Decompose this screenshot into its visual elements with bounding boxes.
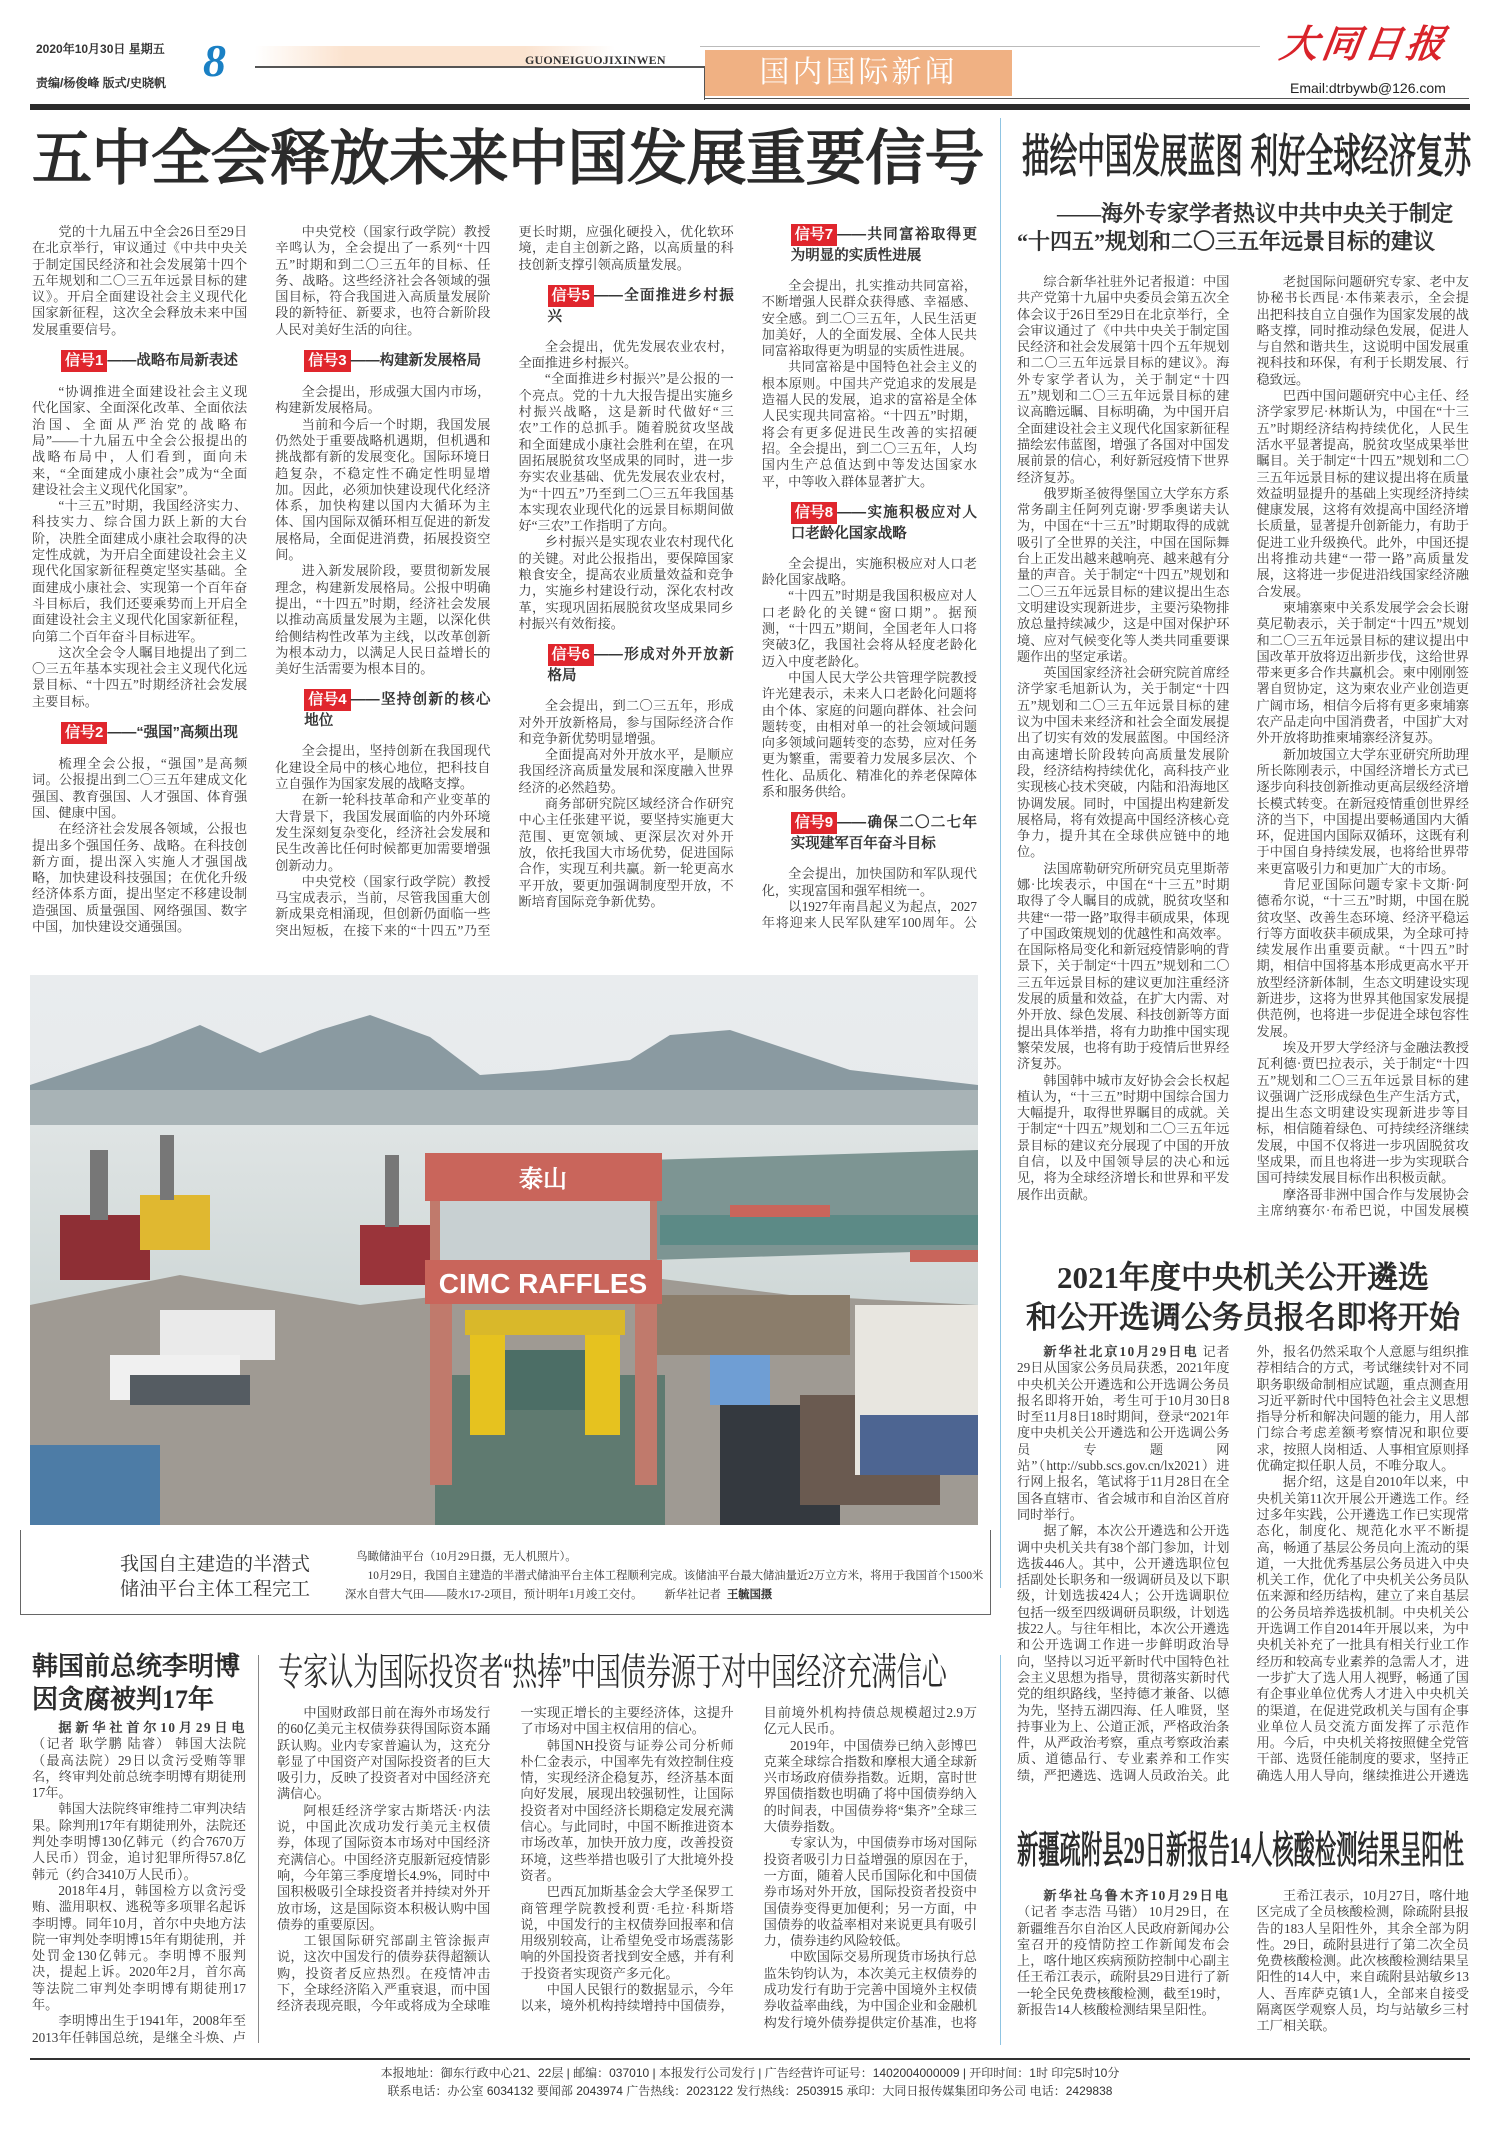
signal-badge: 信号6 [548,644,594,666]
paragraph: 韩国韩中城市友好协会会长权起植认为，“十三五”时期中国综合国力大幅提升，取得世界瞩目的成就。关于制定“十四五”规划和二〇三五年远景目标的建议充分展现了中国的开放自信，以及中国领导层的决心和远见，将为全球经济增长和世界和平发展作出贡献。 [1017,1072,1230,1202]
paragraph: 进入新发展阶段，要贯彻新发展理念，构建新发展格局。公报中明确提出，“十四五”时期，经济社会发展以推动高质量发展为主题，以深化供给侧结构性改革为主线，以改革创新为根本动力，以满足人民日益增长的美好生活需要为根本目的。 [275,563,491,677]
paragraph: “十三五”时期，我国经济实力、科技实力、综合国力跃上新的大台阶，决胜全面建成小康社会取得的决定性成就，为开启全面建设社会主义现代化国家新征程奠定坚实基础。全面建成小康社会、实现第一个百年奋斗目标后，我们还要乘势而上开启全面建设社会主义现代化国家新征程，向第二个百年奋斗目标进军。 [32,498,248,644]
section-title: 国内国际新闻 [705,50,1012,96]
paragraph: 巴西中国问题研究中心主任、经济学家罗尼·林斯认为，中国在“十三五”时期经济结构持续优化，人民生活水平显著提高，脱贫攻坚成果举世瞩目。关于制定“十四五”规划和二〇三五年远景目标的建议提出将在质量效益明显提升的基础上实现经济持续健康发展，这将有效提高中国经济增长质量，显著提升创新能力，有助于促进工业升级换代。此外，中国还提出将推动共建“一带一路”高质量发展，这将进一步促进沿线国家经济融合发展。 [1256,388,1469,599]
credit-name: 王毓国摄 [726,1589,773,1601]
newspaper-logo: 大同日报 [1277,24,1451,66]
paragraph-text: 记者29日从国家公务员局获悉，2021年度中央机关公开遴选和公开选调公务员报名即将开始，考生可于10月30日8时至11月8日18时期间，登录“2021年度中央机关公开遴选和公开选调公务员专题网站”（http://subb.scs.gov.cn/lx2021）进行网上报名，笔试将于11月28日在全国各直辖市、省会城市和自治区首府同时举行。 [1017,1344,1230,1522]
subtitle-line: “十四五”规划和二〇三五年远景目标的建议 [1017,229,1436,254]
dateline: 据新华社首尔10月29日电 [58,1720,246,1735]
signal-title: ——形成对外开放新格局 [547,647,734,685]
lead-paragraph [32,1720,246,1801]
headline-line: 因贪腐被判17年 [32,1685,215,1714]
signal-title: ——战略布局新表述 [107,353,238,370]
paragraph: 王希江表示，10月27日，喀什地区完成了全员核酸检测，除疏附县报告的183人呈阳性外，其余全部为阴性。29日，疏附县进行了第二次全员免费核酸检测。此次核酸检测结果呈阳性的14人中，来自疏附县站敏乡13人、吾库萨克镇1人，全部来自接受隔离医学观察人员，均与站敏乡三村工厂相关联。 [1256,1888,1469,2034]
city-skyline [30,1090,978,1130]
crane-sign-cimc: CIMC RAFFLES [438,1268,648,1299]
paragraph: 这次全会令人瞩目地提出了到二〇三五年基本实现社会主义现代化远景目标、“十四五”时期经济社会发展主要目标。 [32,644,248,709]
paragraph: “全面推进乡村振兴”是公报的一个亮点。党的十九大报告提出实施乡村振兴战略，这是新时代做好“三农”工作的总抓手。随着脱贫攻坚战和全面建成小康社会胜利在望，在巩固拓展脱贫攻坚成果的同时，进一步夯实农业基础、优先发展农业农村，为“十四五”乃至到二〇三五年我国基本实现农业现代化的远景目标期间做好“三农”工作指明了方向。 [518,371,734,534]
paragraph: 巴西瓦加斯基金会大学圣保罗工商管理学院教授利贾·毛拉·科斯塔说，中国发行的主权债券回报率和信用级别较高，让希望免受市场震荡影响的外国投资者找到安全感，并有利于投资者实现资产多元化。 [520,1884,734,1981]
signal-title: ——坚持创新的核心地位 [304,692,491,730]
paragraph: 全会提出，到二〇三五年，形成对外开放新格局，参与国际经济合作和竞争新优势明显增强。 [518,698,734,746]
caption-line [345,1567,985,1605]
caption-title-line: 储油平台主体工程完工 [120,1579,311,1600]
page-number: 8 [203,35,226,86]
paragraph-text: （记者 耿学鹏 陆睿） 韩国大法院（最高法院）29日以贪污受贿等罪名，终审判处前总统李明博有期徒刑17年。 [32,1736,246,1801]
paragraph: 据介绍，这是自2010年以来，中央机关第11次开展公开遴选工作。经过多年实践，公开遴选工作已实现常态化，制度化、规范化水平不断提高，畅通了基层公务员向上流动的渠道，一大批优秀基层公务员进入中央机关工作，优化了中央机关公务员队伍来源和经历结构，建立了来自基层的公务员培养选拔机制。中央机关公开选调工作自2014年开展以来，为中央机关补充了一批具有相关行业工作经历和较高专业素养的急需人才，进一步扩大了选人用人视野，畅通了国有企事业单位优秀人才进入中央机关的渠道，在促进党政机关与国有企事业单位人员交流方面发挥了示范作用。今后，中央机关将按照健全党管干部、选贤任能制度的要求，坚持正确选人用人导向，继续推进公开遴选 [1256,1474,1469,1783]
footer-line: 本报地址：御东行政中心21、22层 | 邮编：037010 | 本报发行公司发行 | 广告经营许可证号：1402004000009 | 开印时间：1时 印完5时10分 [380,2066,1120,2080]
secondary-crane [730,1205,830,1217]
signal-badge: 信号2 [61,722,107,744]
paragraph: 全会提出，形成强大国内市场，构建新发展格局。 [275,384,491,416]
headline-line: 韩国前总统李明博 [32,1652,241,1681]
paragraph: 老挝国际问题研究专家、老中友协秘书长西昆·本伟莱表示，全会提出把科技自立自强作为国家发展的战略支撑，同时推动绿色发展，促进人与自然和谐共生，这说明中国发展重视科技和环保，有利于长期发展、行稳致远。 [1256,274,1469,387]
signal-badge: 信号7 [791,224,837,246]
xinjiang-article-body [1017,1888,1469,2048]
paragraph: 全会提出，优先发展农业农村，全面推进乡村振兴。 [518,338,734,371]
signal-subhead [275,350,490,372]
signal-badge: 信号9 [791,812,837,834]
paragraph: 李明博出生于1941年，2008年至2013年任韩国总统，是继全斗焕、卢 [32,2013,246,2045]
signal-title: ——“强国”高频出现 [107,725,238,742]
header-rule [30,104,1470,110]
xinjiang-headline: 新疆疏附县29日新报告14人核酸检测结果呈阳性 [1017,1830,1464,1872]
lead-paragraph [1017,1888,1230,2018]
signal-subhead [32,350,247,372]
dateline: 新华社乌鲁木齐10月29日电 [1043,1888,1230,1903]
paragraph: 全会提出，坚持创新在我国现代化建设全局中的核心地位，把科技自立自强作为国家发展的战略支撑。 [275,743,491,792]
header-divider [704,98,1469,99]
paragraph: 党的十九届五中全会26日至29日在北京举行，审议通过《中共中央关于制定国民经济和社会发展第十四个五年规划和二〇三五年远景目标的建议》。开启全面建设社会主义现代化国家新征程，这次全会释放未来中国发展重要信号。 [32,224,248,337]
paragraph: 商务部研究院区域经济合作研究中心主任张建平说，要坚持实施更大范围、更宽领域、更深层次对外开放，依托我国大市场优势，促进国际合作，实现互利共赢。新一轮更高水平开放，要更加强调制度型开放，不断培育国际竞争新优势。 [518,796,734,909]
signal-badge: 信号4 [304,689,350,711]
signal-title: ——实施积极应对人口老龄化国家战略 [790,504,977,542]
korea-article-body [32,1720,246,2045]
paragraph: 工银国际研究部副主管涂振声说，这次中国发行的债券获得超额认购，投资者反应热烈。在疫情冲击下，全球经济陷入严重衰退，而中国经济表现亮眼，今年或将成为全球唯一实现正增长的主要经济体，这提升了市场对中国主权信用的信心。 [277,1705,734,2014]
paragraph: 综合新华社驻外记者报道：中国共产党第十九届中央委员会第五次全体会议于26日至29日在北京举行，全会审议通过了《中共中央关于制定国民经济和社会发展第十四个五年规划和二〇三五年远景目标的建议》。海外专家学者认为，关于制定“十四五”规划和二〇三五年远景目标的建议高瞻远瞩、目标明确，为中国开启全面建设社会主义现代化国家新征程描绘宏伟蓝图，增强了各国对中国发展前景的信心，利好新冠疫情下世界经济复苏。 [1017,274,1230,485]
signal-title: ——构建新发展格局 [350,353,482,370]
shipyard-photo [30,975,978,1525]
paragraph-text: （记者 李志浩 马锴） 10月29日，在新疆维吾尔自治区人民政府新闻办公室召开的疫情防控工作新闻发布会上，喀什地区疾病预防控制中心副主任王希江表示，疏附县29日进行了新一轮全民免费核酸检测，截至19时，新报告14人核酸检测结果呈阳性。 [1017,1904,1230,2018]
paragraph: 在经济社会发展各领域，公报也提出多个强国任务、战略。在科技创新方面，提出深入实施人才强国战略，加快建设科技强国；在优化升级经济体系方面，提出坚定不移建设制造强国、质量强国、网络强国、数字中国，加快建设交通强国。 [32,821,248,934]
civil-service-headline [1017,1258,1469,1338]
signal-subhead [275,689,490,731]
paragraph: 新加坡国立大学东亚研究所助理所长陈刚表示，中国经济增长方式已逐步向科技创新推动更高层级经济增长模式转变。在新冠疫情重创世界经济的当下，中国提出要畅通国内大循环，促进国内国际双循环，这既有利于中国自身持续发展，也将给世界带来更富吸引力和更加广大的市场。 [1256,746,1469,876]
paragraph: 中央党校（国家行政学院）教授马宝成表示，当前，尽管我国重大创新成果竞相涌现，但创新仍面临一些突出短板，在接下来的“十四五”乃至更长时期，应强化硬投入，优化软环境，走自主创新之路，以高质量的科技创新支撑引领高质量发展。 [275,224,734,938]
photo-credit [664,1589,772,1601]
footer-line: 联系电话：办公室 6034132 要闻部 2043974 广告热线：2023122 发行热线：2503915 承印：大同日报传媒集团印务公司 电话：2429838 [387,2084,1113,2098]
section-pinyin: GUONEIGUOJIXINWEN [525,53,666,67]
editors: 责编/杨俊峰 版式/史晓帆 [36,76,167,90]
paragraph: 乡村振兴是实现农业农村现代化的关键。对此公报指出，要保障国家粮食安全，提高农业质量效益和竞争力，实施乡村建设行动，深化农村改革，实现巩固拓展脱贫攻坚成果同乡村振兴有效衔接。 [518,534,734,631]
caption-title-line: 我国自主建造的半潜式 [120,1554,311,1575]
lead-paragraph [1017,1344,1230,1523]
paragraph: 共同富裕是中国特色社会主义的根本原则。中国共产党追求的发展是造福人民的发展，追求的富裕是全体人民实现共同富裕。“十四五”时期，将会有更多促进民生改善的实招硬招。全会提出，到二〇三五年，人均国内生产总值达到中等发达国家水平，中等收入群体显著扩大。 [761,359,977,489]
paragraph: 全会提出，加快国防和军队现代化，实现富国和强军相统一。 [761,866,977,898]
paragraph: “十四五”时期是我国积极应对人口老龄化的关键“窗口期”。据预测，“十四五”期间，全国老年人口将突破3亿，我国社会将从轻度老龄化迈入中度老龄化。 [761,588,977,669]
overseas-subtitle [1017,200,1472,256]
crane-sign-taishan: 泰山 [519,1167,567,1193]
paragraph: 英国国家经济社会研究院首席经济学家毛旭新认为，关于制定“十四五”规划和二〇三五年远景目标的建议为中国未来经济和社会全面发展提出了切实有效的发展蓝图。中国经济由高速增长阶段转向高质量发展阶段，经济结构持续优化，高科技产业实现核心技术突破，内陆和沿海地区协调发展。同时，中国提出构建新发展格局，将有效提高中国经济核心竞争力，提升其在全球供应链中的地位。 [1017,665,1230,860]
korea-headline [32,1650,247,1716]
signal-subhead [32,722,247,744]
column-divider [1000,118,1001,1588]
paragraph: 法国席勒研究所研究员克里斯蒂娜·比埃表示，中国在“十三五”时期取得了令人瞩目的成就，脱贫攻坚和共建“一带一路”取得丰硕成果，体现了中国政策规划的优越性和高效率。在国际格局变化和新冠疫情影响的背景下，关于制定“十四五”规划和二〇三五年远景目标的建议更加注重经济发展的质量和效益，在扩大内需、对外开放、绿色发展、科技创新等方面提出具体举措，将有力助推中国实现繁荣发展，也将有助于疫情后世界经济复苏。 [1017,860,1230,1072]
paragraph: 梳理全会公报，“强国”是高频词。公报提出到二〇三五年建成文化强国、教育强国、人才强国、体育强国、健康中国。 [32,756,248,820]
caption-body: 10月29日，我国自主建造的半潜式储油平台主体工程顺利完成。该储油平台最大储油量近2万立方米，将用于我国首个1500米深水自营大气田——陵水17-2项目，预计明年1月竣工交付。 [345,1570,984,1601]
signal-badge: 信号5 [548,285,594,307]
signal-subhead [762,502,977,544]
paragraph: 全面提高对外开放水平，是顺应我国经济高质量发展和深度融入世界经济的必然趋势。 [518,747,734,795]
civil-service-article-body [1017,1344,1469,1794]
secondary-crane [910,1250,978,1262]
paragraph: 阿根廷经济学家古斯塔沃·内法说，中国此次成功发行美元主权债券，体现了国际资本市场对中国经济充满信心。中国经济克服新冠疫情影响，今年第三季度增长4.9%，同时中国积极吸引全球投资者并持续对外开放市场，这是国际资本积极认购中国债券的重要原因。 [277,1802,491,1932]
header-rule-thin [700,46,1260,47]
signal-badge: 信号1 [61,350,107,372]
signal-subhead [762,224,977,266]
paragraph: 2019年，中国债券已纳入彭博巴克莱全球综合指数和摩根大通全球新兴市场政府债券指数。近期，富时世界国债指数也明确了将中国债券纳入的时间表，中国债券将“集齐”全球三大债券指数。 [763,1737,977,1835]
paragraph: 据了解，本次公开遴选和公开选调中央机关共有38个部门参加，计划选拔446人。其中，公开遴选职位包括副处长职务和一级调研员及以下职级，计划选拔424人；公开选调职位包括一级至四级调研员职级，计划选拔22人。与往年相比，本次公开遴选和公开选调工作进一步鲜明政治导向，坚持以习近平新时代中国特色社会主义思想为指导，贯彻落实新时代党的组织路线，坚持德才兼备、以德为先，坚持五湖四海、任人唯贤，坚持事业为上、公道正派，严格政治条件，从严政治考察，重点考察政治素质、道德品行、专业素养和工作实绩，严把遴选、选调人员政治关。此外，报名仍然采取个人意愿与组织推荐相结合的方式，考试继续针对不同职务职级命制相应试题，重点测查用习近平新时代中国特色社会主义思想指导分析和解决问题的能力，用人部门综合考虑差额考察情况和职位要求，按照人岗相适、人事相宜原则择优确定拟任职人员，不唯分取人。 [1017,1344,1469,1783]
signal-badge: 信号3 [304,350,350,372]
paragraph: 全会提出，扎实推动共同富裕，不断增强人民群众获得感、幸福感、安全感。到二〇三五年，人民生活更加美好，人的全面发展、全体人民共同富裕取得更为明显的实质性进展。 [761,278,977,359]
main-headline: 五中全会释放未来中国发展重要信号 [32,125,984,192]
photo-caption-title [120,1552,330,1602]
signal-subhead [519,644,734,686]
container-stacks [660,1215,978,1245]
bonds-article-body [277,1705,977,2045]
paragraph: 中欧国际交易所现货市场执行总监朱钧钧认为，本次美元主权债券的成功发行有助于完善中国境外主权债券收益率曲线，为中国企业和金融机构发行境外债券提供定价基准，也将 [763,1949,977,2030]
paragraph: 专家认为，中国债券市场对国际投资者吸引力日益增强的原因在于，一方面，随着人民币国际化和中国债券市场对外开放，国际投资者投资中国债券变得更加便利；另一方面，中国债券的收益率相对来说更具有吸引力，债券违约风险较低。 [763,1835,977,1949]
paragraph: 以1927年南昌起义为起点，2027年将迎来人民军队建军100周年。公 [761,898,977,931]
paragraph: 柬埔寨柬中关系发展学会会长谢莫尼勒表示，关于制定“十四五”规划和二〇三五年远景目标的建议提出中国改革开放将迈出新步伐，这给世界带来更多合作共赢机会。柬中刚刚签署自贸协定，这为柬农业产业创造更广阔市场，相信今后将有更多柬埔寨农产品走向中国消费者，中国扩大对外开放将助推柬埔寨经济复苏。 [1256,599,1469,746]
paragraph: 中国人民银行的数据显示，今年以来，境外机构持续增持中国债券，目前境外机构持债总规模超过2.9万亿元人民币。 [520,1705,977,2014]
paragraph: 肯尼亚国际问题专家卡文斯·阿德希尔说，“十三五”时期，中国在脱贫攻坚、改善生态环境、经济平稳运行等方面收获丰硕成果，为全球可持续发展作出重要贡献。“十四五”时期，相信中国将基本形成更高水平开放型经济新体制，生态文明建设实现新进步，这将为世界其他国家发展提供范例，也将进一步促进全球包容性发展。 [1256,876,1469,1039]
paragraph: 埃及开罗大学经济与金融法教授瓦利德·贾巴拉表示，关于制定“十四五”规划和二〇三五年远景目标的建议强调广泛形成绿色生产生活方式，提出生态文明建设实现新进步等目标，相信随着绿色、可持续经济继续发展，中国不仅将进一步巩固脱贫攻坚成果，而且也将进一步为实现联合国可持续发展目标作出积极贡献。 [1256,1039,1469,1186]
main-article-body [32,224,977,946]
dateline: 新华社北京10月29日电 [1043,1344,1199,1359]
footer [0,2064,1500,2100]
paragraph: 韩国大法院终审维持二审判决结果。除判刑17年有期徒刑外，法院还判处李明博130亿韩元（约合7670万人民币）罚金，追讨犯罪所得57.8亿韩元（约合3410万人民币）。 [32,1801,246,1882]
signal-subhead [762,812,977,854]
overseas-article-body [1017,274,1469,1229]
contact-email: Email:dtrbywb@126.com [1290,80,1446,96]
photo-caption-text [345,1548,985,1605]
paragraph: 俄罗斯圣彼得堡国立大学东方系常务副主任阿列克谢·罗季奥诺夫认为，中国在“十三五”时期取得的成就吸引了全世界的关注，中国在国际舞台上正发出越来越响亮、越来越有分量的声音。关于制定“十四五”规划和二〇三五年远景目标的建议提出生态文明建设实现新进步，主要污染物排放总量持续减少，这是中国对保护环境、应对气候变化等人类共同重要课题作出的坚定承诺。 [1017,485,1230,664]
column-divider [1000,1655,1001,2045]
paragraph: 全会提出，实施积极应对人口老龄化国家战略。 [761,555,977,588]
paragraph: 当前和今后一个时期，我国发展仍然处于重要战略机遇期，但机遇和挑战都有新的发展变化。国际环境日趋复杂，不稳定性不确定性明显增加。因此，必须加快建设现代化经济体系，加快构建以国内大循环为主体、国内国际双循环相互促进的新发展格局，全面促进消费，拓展投资空间。 [275,416,491,563]
paragraph: 在新一轮科技革命和产业变革的大背景下，我国发展面临的内外环境发生深刻复杂变化，经济社会发展和民生改善比任何时候都更加需要增强创新动力。 [275,792,491,873]
headline-line: 2021年度中央机关公开遴选 [1057,1260,1429,1295]
caption-line: 鸟瞰储油平台（10月29日摄，无人机照片）。 [356,1551,577,1563]
footer-rule [30,2058,1470,2060]
signal-subhead [519,285,734,327]
subtitle-line: ——海外专家学者热议中共中央关于制定 [1057,201,1454,226]
signal-title: ——全面推进乡村振兴 [547,287,734,325]
paragraph: 中国财政部日前在海外市场发行的60亿美元主权债券获得国际资本踊跃认购。业内专家普遍认为，这充分彰显了中国资产对国际投资者的巨大吸引力，反映了投资者对中国经济充满信心。 [277,1705,491,1802]
overseas-headline: 描绘中国发展蓝图 利好全球经济复苏 [1022,130,1472,182]
paragraph: 韩国NH投资与证券公司分析师朴仁金表示，中国率先有效控制住疫情，实现经济企稳复苏，经济基本面向好发展，展现出较强韧性，让国际投资者对中国经济长期稳定发展充满信心。与此同时，中国不断推进资本市场改革，加快开放力度，改善投资环境，这些举措也吸引了大批境外投资者。 [520,1737,734,1883]
paragraph: 中国人民大学公共管理学院教授许光建表示，未来人口老龄化问题将由个体、家庭的问题向群体、社会问题转变，由相对单一的社会领域问题向多领域问题转变的态势，应对任务更为繁重，需要着力发展多层次、个性化、品质化、精准化的养老保障体系和服务供给。 [761,669,977,800]
credit-label: 新华社记者 [664,1589,721,1601]
column-divider [258,1655,259,2043]
paragraph: 2018年4月，韩国检方以贪污受贿、滥用职权、逃税等多项罪名起诉李明博。同年10月，首尔中央地方法院一审判处李明博15年有期徒刑，并处罚金130亿韩元。李明博不服判决，提起上诉。2020年2月，首尔高等法院二审判处李明博有期徒刑17年。 [32,1882,246,2013]
signal-badge: 信号8 [791,502,837,524]
paragraph: “协调推进全面建设社会主义现代化国家、全面深化改革、全面依法治国、全面从严治党的战略布局”——十九届五中全会公报提出的战略布局中，人们看到，面向未来，“全面建成小康社会”成为“全面建设社会主义现代化国家”。 [32,384,248,497]
issue-date: 2020年10月30日 星期五 [36,42,165,56]
bonds-headline: 专家认为国际投资者“热捧”中国债券源于对中国经济充满信心 [278,1652,947,1694]
headline-line: 和公开选调公务员报名即将开始 [1026,1300,1460,1335]
signal-title: ——共同富裕取得更为明显的实质性进展 [790,227,977,264]
paragraph: 中央党校（国家行政学院）教授辛鸣认为，全会提出了一系列“十四五”时期和到二〇三五年的目标、任务、战略。这些经济社会各领域的强国目标，符合我国进入高质量发展阶段的新特征、新要求，也符合新阶段人民对美好生活的向往。 [275,224,491,337]
signal-title: ——确保二〇二七年实现建军百年奋斗目标 [790,815,977,853]
paragraph: 摩洛哥非洲中国合作与发展协会主席纳赛尔·布希巴说，中国发展模 [1256,1186,1469,1218]
